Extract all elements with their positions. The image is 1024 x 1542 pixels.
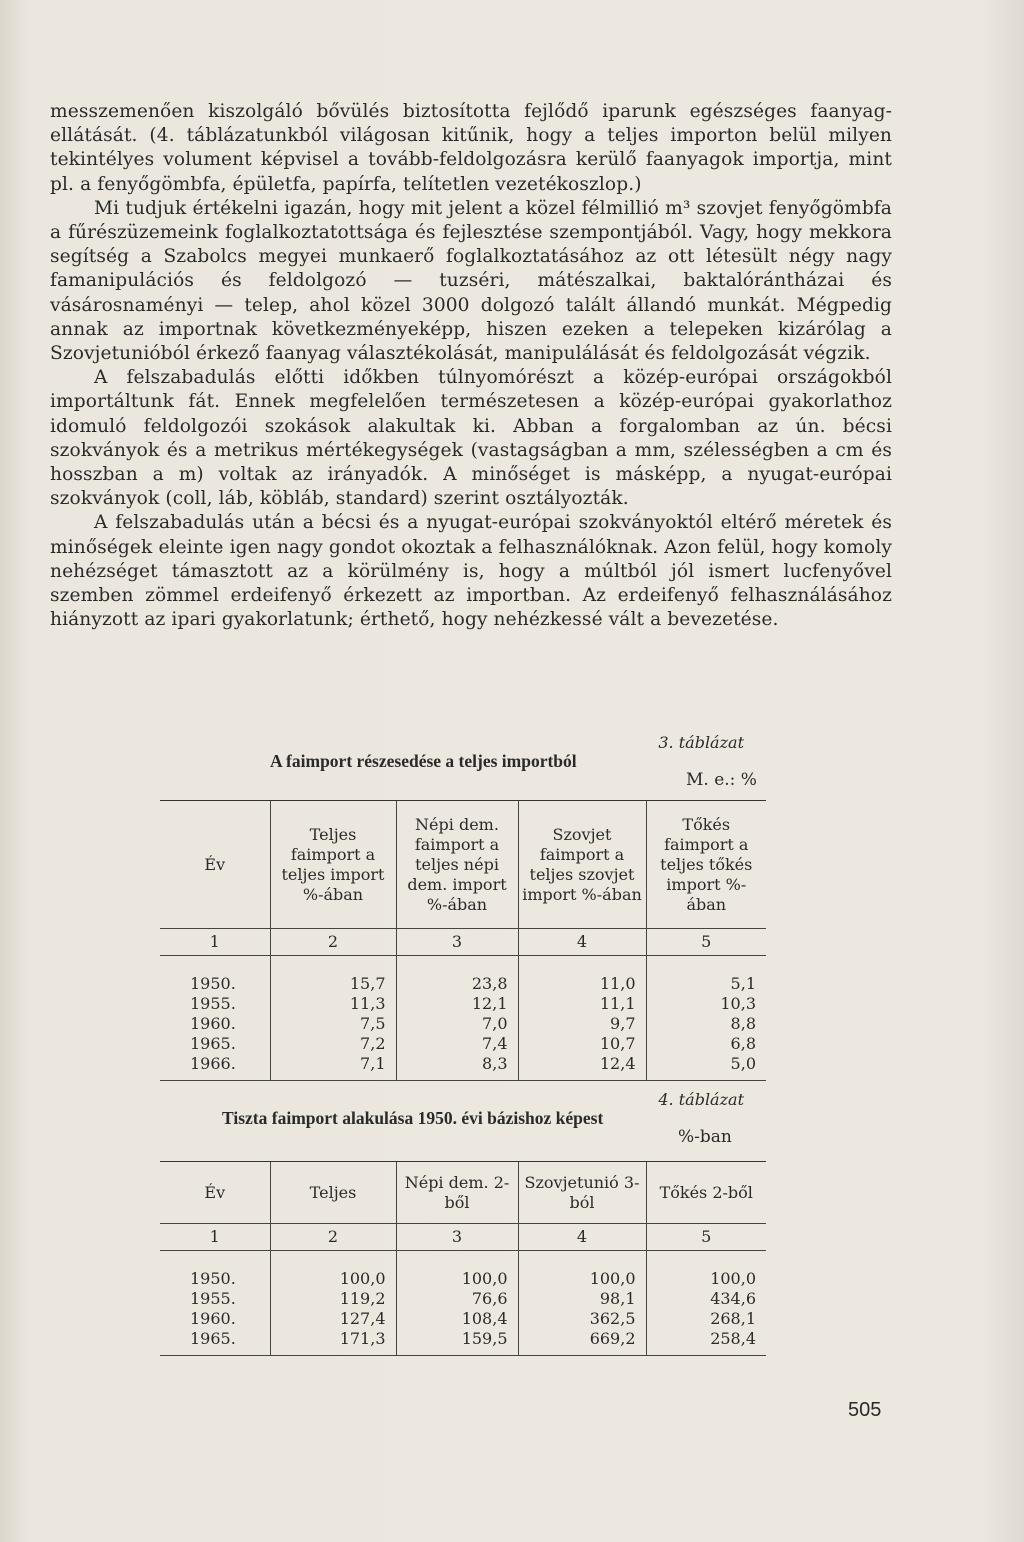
table-row <box>160 1034 766 1054</box>
value-cell: 669,2 <box>518 1329 646 1356</box>
column-number: 5 <box>646 929 766 956</box>
table3-header: Népi dem. faimport a teljes népi dem. import %-ában <box>396 801 518 929</box>
value-cell: 127,4 <box>270 1309 396 1329</box>
table4 <box>160 1161 766 1356</box>
value-cell: 76,6 <box>396 1289 518 1309</box>
value-cell: 7,1 <box>270 1054 396 1081</box>
year-cell: 1965. <box>190 1034 236 1053</box>
table-row <box>160 1309 766 1329</box>
table-row <box>160 1289 766 1309</box>
table4-header: Év <box>160 1162 270 1224</box>
value-cell: 159,5 <box>396 1329 518 1356</box>
table-row <box>160 956 766 995</box>
table4-unit: %-ban <box>678 1127 732 1147</box>
value-cell: 11,3 <box>270 994 396 1014</box>
table3-caption: 3. táblázat <box>658 733 744 752</box>
year-cell: 1965. <box>160 1329 270 1356</box>
value-cell: 12,1 <box>396 994 518 1014</box>
value-cell: 258,4 <box>646 1329 766 1356</box>
table3-unit: M. e.: % <box>686 770 757 790</box>
table4-header: Teljes <box>270 1162 396 1224</box>
table3-header: Szovjet faimport a teljes szovjet import %-ában <box>518 801 646 929</box>
table3-title: A faimport részesedése a teljes importból <box>270 751 577 771</box>
year-cell: 1950. <box>190 974 236 993</box>
value-cell: 98,1 <box>518 1289 646 1309</box>
year-cell: 1960. <box>190 1014 236 1033</box>
column-number: 1 <box>160 1224 270 1251</box>
column-number: 2 <box>270 1224 396 1251</box>
column-number: 1 <box>160 929 270 956</box>
year-cell: 1955. <box>190 1289 236 1308</box>
value-cell: 11,1 <box>518 994 646 1014</box>
value-cell: 8,8 <box>646 1014 766 1034</box>
value-cell: 9,7 <box>518 1014 646 1034</box>
value-cell: 119,2 <box>270 1289 396 1309</box>
value-cell: 171,3 <box>270 1329 396 1356</box>
paragraph: A felszabadulás előtti időkben túlnyomórészt a közép-európai országokból importáltunk fát. Ennek megfelelően természetesen a közép-európai gyakorlathoz idomuló feldolgozói szokások alakultak ki. Abban a forgalomban az ún. bécsi szokványok és a metrikus mértékegységek (vastagságban a mm, szélességben a cm és hosszban a m) voltak az irányadók. A minőséget is másképp, a nyugat-európai szokványok (coll, láb, köbláb, standard) szerint osztályozták. <box>50 367 892 510</box>
table4-header: Tőkés 2-ből <box>646 1162 766 1224</box>
column-number: 4 <box>518 1224 646 1251</box>
table3-header: Év <box>160 801 270 929</box>
paragraph: A felszabadulás után a bécsi és a nyugat-európai szokványoktól eltérő méretek és minőségek eleinte igen nagy gondot okoztak a felhasználóknak. Azon felül, hogy komoly nehézséget támasztott az a körülmény is, hogy a múltból jól ismert lucfenyővel szemben zömmel erdeifenyő érkezett az importban. Az erdeifenyő felhasználásához hiányzott az ipari gyakorlatunk; érthető, hogy nehézkessé vált a bevezetése. <box>50 512 892 631</box>
table3 <box>160 800 766 1081</box>
column-number: 4 <box>518 929 646 956</box>
value-cell: 6,8 <box>646 1034 766 1054</box>
value-cell: 100,0 <box>270 1251 396 1290</box>
value-cell: 108,4 <box>396 1309 518 1329</box>
column-number: 5 <box>646 1224 766 1251</box>
table4-header: Népi dem. 2-ből <box>396 1162 518 1224</box>
value-cell: 10,7 <box>518 1034 646 1054</box>
year-cell: 1955. <box>190 994 236 1013</box>
column-number: 3 <box>396 1224 518 1251</box>
value-cell: 268,1 <box>646 1309 766 1329</box>
value-cell: 12,4 <box>518 1054 646 1081</box>
value-cell: 15,7 <box>270 956 396 995</box>
year-cell: 1966. <box>160 1054 270 1081</box>
body-text <box>50 100 892 632</box>
value-cell: 362,5 <box>518 1309 646 1329</box>
column-number: 3 <box>396 929 518 956</box>
value-cell: 11,0 <box>518 956 646 995</box>
value-cell: 10,3 <box>646 994 766 1014</box>
table-row <box>160 1329 766 1356</box>
value-cell: 5,1 <box>646 956 766 995</box>
value-cell: 23,8 <box>396 956 518 995</box>
table3-header: Teljes faimport a teljes import %-ában <box>270 801 396 929</box>
table3-header: Tőkés faimport a teljes tőkés import %-ában <box>646 801 766 929</box>
table4-title: Tiszta faimport alakulása 1950. évi bázishoz képest <box>222 1108 604 1128</box>
table-row <box>160 1014 766 1034</box>
value-cell: 8,3 <box>396 1054 518 1081</box>
paragraph: messzemenően kiszolgáló bővülés biztosította fejlődő iparunk egészséges faanyag-ellátását. (4. táblázatunkból világosan kitűnik, hogy a teljes importon belül milyen tekintélyes volument képvisel a tovább-feldolgozásra kerülő faanyagok importja, mint pl. a fenyőgömbfa, épületfa, papírfa, telítetlen vezetékoszlop.) <box>50 101 892 195</box>
year-cell: 1950. <box>190 1269 236 1288</box>
page-number: 505 <box>848 1399 882 1421</box>
table4-caption: 4. táblázat <box>658 1090 744 1109</box>
paragraph: Mi tudjuk értékelni igazán, hogy mit jelent a közel félmillió m³ szovjet fenyőgömbfa a fűrészüzemeink foglalkoztatottsága és fejlesztése szempontjából. Vagy, hogy mekkora segítség a Szabolcs megyei munkaerő foglalkoztatásához az ott létesült négy nagy famanipulációs és feldolgozó — tuzséri, mátészalkai, baktalórántházai és vásárosnaményi — telep, ahol közel 3000 dolgozó talált állandó munkát. Mégpedig annak az importnak következményeképp, hiszen ezeken a telepeken kizárólag a Szovjetunióból érkező faanyag választékolását, manipulálását és feldolgozását végzik. <box>50 197 892 365</box>
value-cell: 7,5 <box>270 1014 396 1034</box>
value-cell: 100,0 <box>646 1251 766 1290</box>
value-cell: 434,6 <box>646 1289 766 1309</box>
value-cell: 7,4 <box>396 1034 518 1054</box>
column-number: 2 <box>270 929 396 956</box>
value-cell: 100,0 <box>518 1251 646 1290</box>
value-cell: 7,2 <box>270 1034 396 1054</box>
year-cell: 1960. <box>190 1309 236 1328</box>
table-row <box>160 1251 766 1290</box>
value-cell: 5,0 <box>646 1054 766 1081</box>
table-row <box>160 1054 766 1081</box>
value-cell: 100,0 <box>396 1251 518 1290</box>
table4-header: Szovjetunió 3-ból <box>518 1162 646 1224</box>
table-row <box>160 994 766 1014</box>
value-cell: 7,0 <box>396 1014 518 1034</box>
